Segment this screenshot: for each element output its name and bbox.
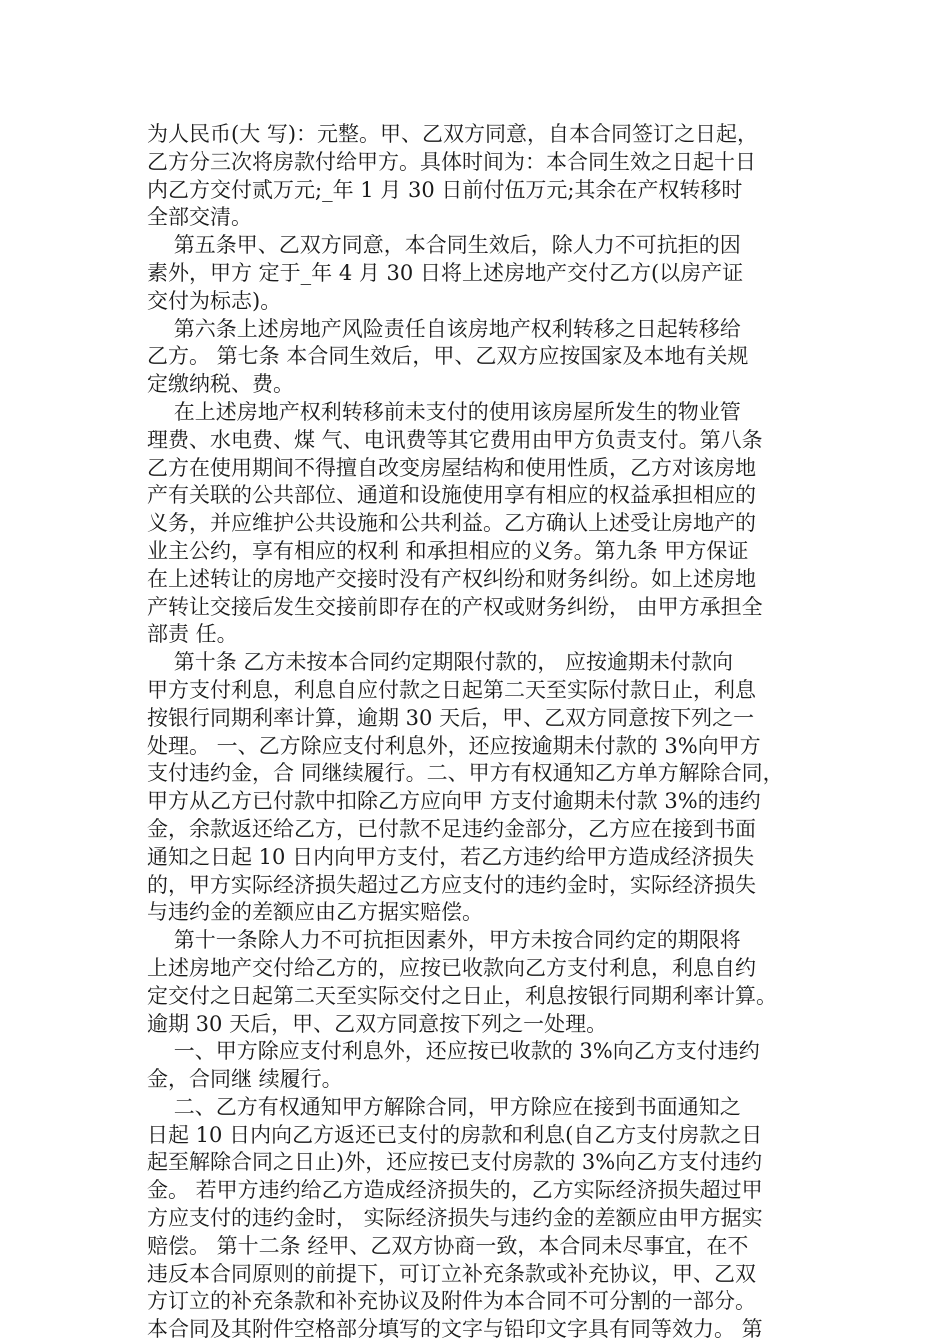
text-line: 一、甲方除应支付利息外，还应按已收款的 3%向乙方支付违约 [147, 1039, 760, 1064]
text-line: 在上述房地产权利转移前未支付的使用该房屋所发生的物业管 [147, 399, 741, 424]
text-line: 甲方支付利息，利息自应付款之日起第二天至实际付款日止，利息 [147, 677, 756, 702]
text-line: 上述房地产交付给乙方的，应按已收款向乙方支付利息，利息自约 [147, 955, 756, 980]
text-line: 素外，甲方 定于_年 4 月 30 日将上述房地产交付乙方(以房产证 [147, 260, 744, 285]
text-line: 定缴纳税、费。 [147, 372, 294, 397]
text-line: 赔偿。 第十二条 经甲、乙双方协商一致，本合同未尽事宜，在不 [147, 1233, 749, 1258]
text-line: 甲方从乙方已付款中扣除乙方应向甲 方支付逾期未付款 3%的违约 [147, 789, 761, 814]
text-line: 二、乙方有权通知甲方解除合同，甲方除应在接到书面通知之 [147, 1094, 741, 1119]
text-line: 第六条上述房地产风险责任自该房地产权利转移之日起转移给 [147, 316, 741, 341]
text-line: 产转让交接后发生交接前即存在的产权或财务纠纷， 由甲方承担全 [147, 594, 763, 619]
contract-body-text [147, 121, 807, 1344]
text-line: 与违约金的差额应由乙方据实赔偿。 [147, 900, 483, 925]
text-line: 产有关联的公共部位、通道和设施使用享有相应的权益承担相应的 [147, 483, 756, 508]
text-line: 金，余款返还给乙方，已付款不足违约金部分，乙方应在接到书面 [147, 816, 756, 841]
text-line: 的，甲方实际经济损失超过乙方应支付的违约金时，实际经济损失 [147, 872, 756, 897]
text-line: 本合同及其附件空格部分填写的文字与铅印文字具有同等效力。 第 [147, 1317, 763, 1342]
text-line: 义务，并应维护公共设施和公共利益。乙方确认上述受让房地产的 [147, 511, 756, 536]
text-line: 为人民币(大 写)：元整。甲、乙双方同意，自本合同签订之日起， [147, 122, 759, 146]
text-line: 处理。 一、乙方除应支付利息外，还应按逾期未付款的 3%向甲方 [147, 733, 761, 758]
text-line: 方订立的补充条款和补充协议及附件为本合同不可分割的一部分。 [147, 1289, 756, 1314]
text-line: 第十一条除人力不可抗拒因素外，甲方未按合同约定的期限将 [147, 928, 741, 953]
text-line: 乙方在使用期间不得擅自改变房屋结构和使用性质，乙方对该房地 [147, 455, 756, 480]
text-line: 乙方。 第七条 本合同生效后，甲、乙双方应按国家及本地有关规 [147, 344, 749, 369]
text-line: 逾期 30 天后，甲、乙双方同意按下列之一处理。 [147, 1011, 608, 1036]
text-line: 金，合同继 续履行。 [147, 1067, 343, 1092]
text-line: 部责 任。 [147, 622, 238, 647]
text-line: 起至解除合同之日止)外，还应按已支付房款的 3%向乙方支付违约 [147, 1150, 763, 1175]
text-line: 全部交清。 [147, 205, 252, 230]
text-line: 支付违约金，合 同继续履行。二、甲方有权通知乙方单方解除合同， [147, 761, 784, 786]
text-line: 在上述转让的房地产交接时没有产权纠纷和财务纠纷。如上述房地 [147, 566, 756, 591]
text-line: 第五条甲、乙双方同意，本合同生效后，除人力不可抗拒的因 [147, 233, 741, 258]
text-line: 定交付之日起第二天至实际交付之日止，利息按银行同期利率计算。 [147, 983, 777, 1008]
text-line: 乙方分三次将房款付给甲方。具体时间为：本合同生效之日起十日 [147, 149, 756, 174]
text-line: 金。 若甲方违约给乙方造成经济损失的，乙方实际经济损失超过甲 [147, 1178, 763, 1203]
text-line: 日起 10 日内向乙方返还已支付的房款和利息(自乙方支付房款之日 [147, 1122, 763, 1147]
text-line: 通知之日起 10 日内向甲方支付，若乙方违约给甲方造成经济损失 [147, 844, 755, 869]
text-line: 理费、水电费、煤 气、电讯费等其它费用由甲方负责支付。第八条 [147, 427, 763, 452]
text-line: 违反本合同原则的前提下，可订立补充条款或补充协议，甲、乙双 [147, 1261, 756, 1286]
text-line: 方应支付的违约金时， 实际经济损失与违约金的差额应由甲方据实 [147, 1206, 763, 1231]
text-line: 交付为标志)。 [147, 288, 282, 313]
text-line: 业主公约，享有相应的权利 和承担相应的义务。第九条 甲方保证 [147, 538, 749, 563]
text-line: 第十条 乙方未按本合同约定期限付款的， 应按逾期未付款向 [147, 650, 734, 675]
text-line: 按银行同期利率计算，逾期 30 天后，甲、乙双方同意按下列之一 [147, 705, 755, 730]
text-line: 内乙方交付贰万元;_年 1 月 30 日前付伍万元;其余在产权转移时 [147, 177, 743, 202]
